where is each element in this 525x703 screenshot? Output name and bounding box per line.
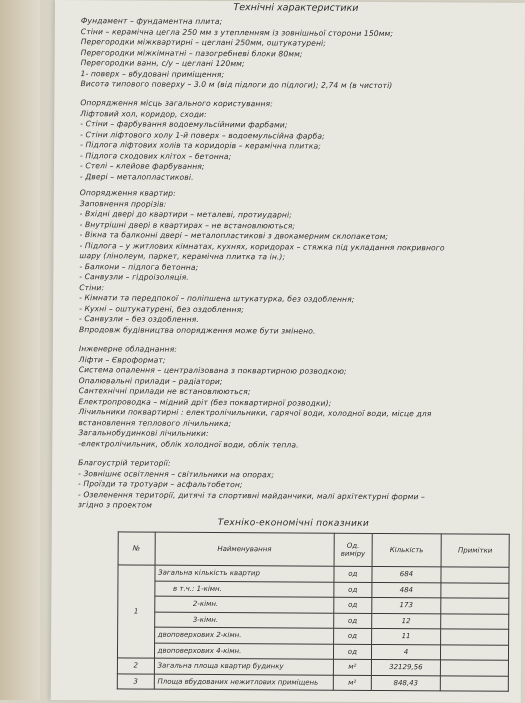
- text-line: Заповнення прорізів:: [79, 198, 167, 209]
- cell-note: [441, 644, 509, 660]
- header-name: Найменування: [155, 532, 335, 566]
- header-no: №: [118, 532, 155, 565]
- text-line: - Підлога – у житлових кімнатах, кухнях, коридорах – стяжка під укладання покривного: [79, 240, 445, 252]
- cell-no: 2: [117, 658, 154, 674]
- text-line: Впродовж будівництва опорядження може бути змінено.: [78, 324, 316, 336]
- text-line: Перегородки міжкімнатні – пазогребневі блоки 80мм;: [80, 47, 303, 59]
- text-line: Ліфтовий хол, коридор, сходи:: [80, 108, 207, 119]
- text-line: Система опалення – централізована з поквартирною розводкою;: [78, 365, 347, 376]
- cell-note: [441, 629, 509, 645]
- cell-value: 684: [372, 566, 441, 582]
- cell-note: [441, 567, 509, 583]
- cell-name: в т.ч.: 1-кімн.: [154, 581, 333, 598]
- text-line: - Санвузли – гідроізоляція.: [79, 272, 189, 282]
- text-line: Благоустрій території:: [78, 458, 171, 468]
- text-line: - Санвузли – без оздоблення.: [79, 314, 199, 324]
- cell-name: Загальна кількість квартир: [155, 565, 334, 582]
- header-unit: Од. виміру: [334, 533, 372, 566]
- document-sheet: [51, 0, 525, 703]
- cell-unit: од: [334, 597, 372, 613]
- cell-unit: м²: [333, 675, 371, 691]
- cell-no: 3: [117, 673, 154, 689]
- text-line: Перегородки міжквартирні – цеглані 250мм, оштукатурені;: [80, 37, 326, 48]
- text-line: Загальнобудинкові лічильники:: [78, 428, 209, 438]
- text-line: - Озеленення території, дитячі та спортивні майданчики, малі архітектурні форми –: [77, 489, 425, 501]
- text-line: Сантехнічні прилади не встановлюються;: [78, 386, 251, 397]
- cell-unit: од: [334, 582, 372, 598]
- text-line: шару (лінолеум, паркет, керамічна плитка та ін.);: [79, 251, 286, 262]
- text-line: - Внутрішні двері в квартирах – не встановлюються;: [79, 219, 296, 230]
- table-body: [117, 565, 509, 691]
- cell-value: 173: [371, 597, 440, 613]
- text-line: - Вікна та балконні двері – металопластикові з двокамерним склопакетом;: [79, 230, 389, 242]
- text-line: Інженерне обладнання:: [78, 344, 177, 354]
- cell-note: [441, 582, 509, 598]
- cell-unit: од: [334, 613, 372, 629]
- table-row: [117, 673, 508, 691]
- table-header-row: [118, 532, 509, 567]
- document-title: Технічні характеристики: [233, 2, 359, 14]
- header-note: Примітки: [441, 534, 509, 567]
- text-line: Висота типового поверху – 3.0 м (від підлоги до підлоги); 2,74 м (в чистоті): [80, 79, 393, 91]
- text-line: - Зовнішнє освітлення – світильники на опорах;: [78, 468, 275, 479]
- cell-unit: м²: [333, 659, 371, 675]
- cell-value: 4: [371, 644, 440, 660]
- text-line: Електропроводка – мідний дріт (без поквартирної розводки);: [78, 396, 332, 408]
- cell-unit: од: [334, 628, 372, 644]
- cell-note: [441, 613, 509, 629]
- text-line: Опалювальні прилади – радіатори;: [78, 375, 223, 386]
- cell-no: 1: [117, 565, 154, 658]
- cell-note: [441, 598, 509, 614]
- text-line: - Стелі – клейове фарбування;: [79, 161, 205, 171]
- text-line: - Кухні – оштукатурені, без оздоблення;: [79, 303, 245, 314]
- text-line: - Кімнати та передпокої – поліпшена штукатурка, без оздоблення;: [79, 293, 355, 304]
- text-line: Перегородки ванн, с/у – цеглані 120мм;: [80, 58, 245, 69]
- text-line: -електролічильник, облік холодної води, облік тепла.: [78, 438, 299, 449]
- text-line: встановлення теплового лічильника;: [78, 417, 232, 428]
- cell-name: 3-кімн.: [154, 612, 333, 629]
- cell-note: [440, 675, 508, 691]
- cell-name: двоповерхових 2-кімн.: [154, 627, 333, 644]
- text-line: - Стіни – фарбування водоемульсійними фарбами;: [80, 119, 288, 130]
- document-content: [77, 0, 511, 687]
- text-line: - Двері – металопластикові.: [79, 171, 194, 182]
- text-line: - Підлога ліфтових холів та коридорів – керамічна плитка;: [80, 140, 321, 151]
- table-title: Техніко-економічні показники: [217, 518, 370, 529]
- cell-value: 32129,56: [371, 659, 440, 675]
- text-line: - Балкони – підлога бетонна;: [79, 261, 199, 272]
- indicators-table: [117, 531, 510, 691]
- cell-name: двоповерхових 4-кімн.: [154, 643, 333, 660]
- background-edge: [0, 0, 40, 700]
- text-line: 1- поверх – вбудовані приміщення;: [80, 68, 225, 79]
- cell-value: 848,43: [371, 675, 440, 691]
- text-line: - Проїзди та тротуари – асфальтобетон;: [78, 479, 243, 490]
- text-line: Фундамент – фундаментна плита;: [80, 16, 223, 27]
- cell-value: 12: [371, 613, 440, 629]
- text-line: Стіни:: [79, 282, 105, 292]
- cell-note: [441, 660, 509, 676]
- cell-value: 11: [371, 628, 440, 644]
- cell-name: Площа вбудованих нежитлових приміщень: [154, 674, 333, 691]
- text-line: Опорядження квартир:: [79, 188, 176, 198]
- text-line: Лічильники поквартирні : електролічильники, гарячої води, холодної води, місце для: [78, 407, 432, 419]
- cell-name: 2-кімн.: [154, 596, 333, 613]
- cell-name: Загальна площа квартир будинку: [154, 658, 333, 675]
- text-line: - Стіни ліфтового холу 1-й поверх – водоемульсійна фарба;: [80, 129, 325, 141]
- text-line: згідно з проектом: [77, 500, 153, 510]
- cell-unit: од: [334, 566, 372, 582]
- cell-unit: од: [333, 644, 371, 660]
- text-line: Опорядження місць загального користування:: [80, 98, 273, 109]
- text-line: - Вхідні двері до квартири – металеві, протиударні;: [79, 209, 292, 220]
- text-line: Ліфти – Євроформат;: [78, 354, 166, 365]
- cell-value: 484: [372, 582, 441, 598]
- text-line: - Підлога сходових клітох – бетонна;: [80, 150, 232, 161]
- header-value: Кількість: [372, 533, 442, 566]
- text-line: Стіни – керамічна цегла 250 мм з утепленням із зовнішньої сторони 150мм;: [80, 26, 394, 38]
